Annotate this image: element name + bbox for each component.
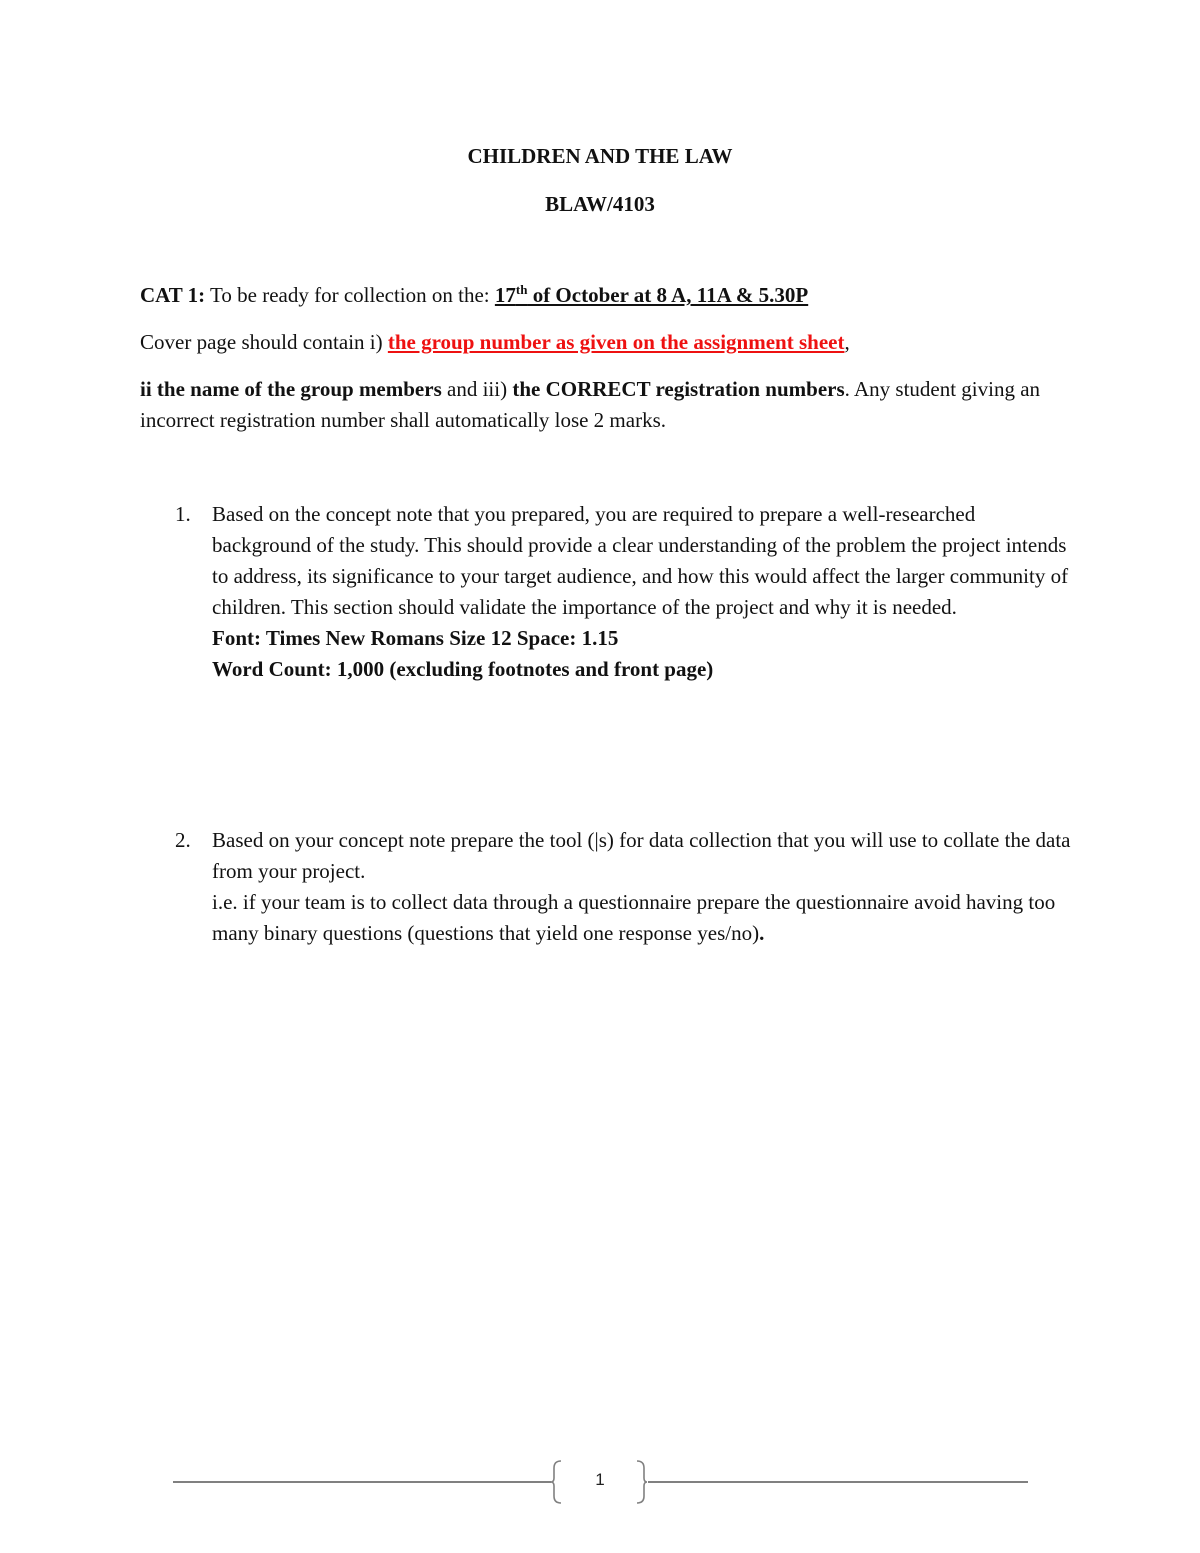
registration-requirement: the CORRECT registration numbers <box>512 377 845 401</box>
cat-text: To be ready for collection on the: <box>205 283 495 307</box>
word-count-requirement: Word Count: 1,000 (excluding footnotes and front page) <box>212 657 714 681</box>
cover-comma: , <box>844 330 850 354</box>
group-number-requirement: the group number as given on the assignment sheet <box>387 330 845 354</box>
list-item-note-text: i.e. if your team is to collect data through a questionnaire prepare the questionnaire avoid having too many binary questions (questions that yield one response yes/no) <box>212 890 1056 945</box>
footer-rule-left <box>173 1481 551 1483</box>
list-item-note <box>212 887 1072 949</box>
and-iii-text: and iii) <box>441 377 513 401</box>
cat-instruction <box>140 280 1070 311</box>
list-item-note-end: . <box>759 921 765 945</box>
list-item-text: Based on the concept note that you prepared, you are required to prepare a well-researched background of the study. This should provide a clear understanding of the problem the project intends to address, its significance to your target audience, and how this would affect the larger community of children. This section should validate the importance of the project and why it is needed. <box>212 502 1069 619</box>
font-requirement: Font: Times New Romans Size 12 Space: 1.15 <box>212 626 619 650</box>
document-title: CHILDREN AND THE LAW <box>467 144 733 168</box>
footer-rule-right <box>648 1481 1028 1483</box>
cat-date-day: 17 <box>494 283 516 307</box>
page-number: 1 <box>595 1470 605 1489</box>
list-item-number: 2. <box>175 828 191 852</box>
registration-warning: . Any student giving an incorrect registration number shall automatically lose 2 marks. <box>140 377 1041 432</box>
list-item-text: Based on your concept note prepare the tool (|s) for data collection that you will use to collate the data from your project. <box>212 828 1071 883</box>
cover-page-instruction <box>140 327 1070 358</box>
cat-label: CAT 1: <box>140 283 206 307</box>
list-item-body <box>212 825 1072 949</box>
cat-date <box>495 283 808 307</box>
cover-intro: Cover page should contain i) <box>140 330 388 354</box>
cat-date-rest: of October at 8 A, 11A & 5.30P <box>527 283 809 307</box>
cat-date-sup: th <box>515 282 528 297</box>
footer-right-bracket-icon <box>636 1460 648 1504</box>
group-members-requirement: ii the name of the group members <box>140 377 442 401</box>
list-item-body <box>212 499 1072 685</box>
list-item-number: 1. <box>175 502 191 526</box>
course-code: BLAW/4103 <box>545 192 655 216</box>
cover-page-requirements <box>140 374 1070 436</box>
